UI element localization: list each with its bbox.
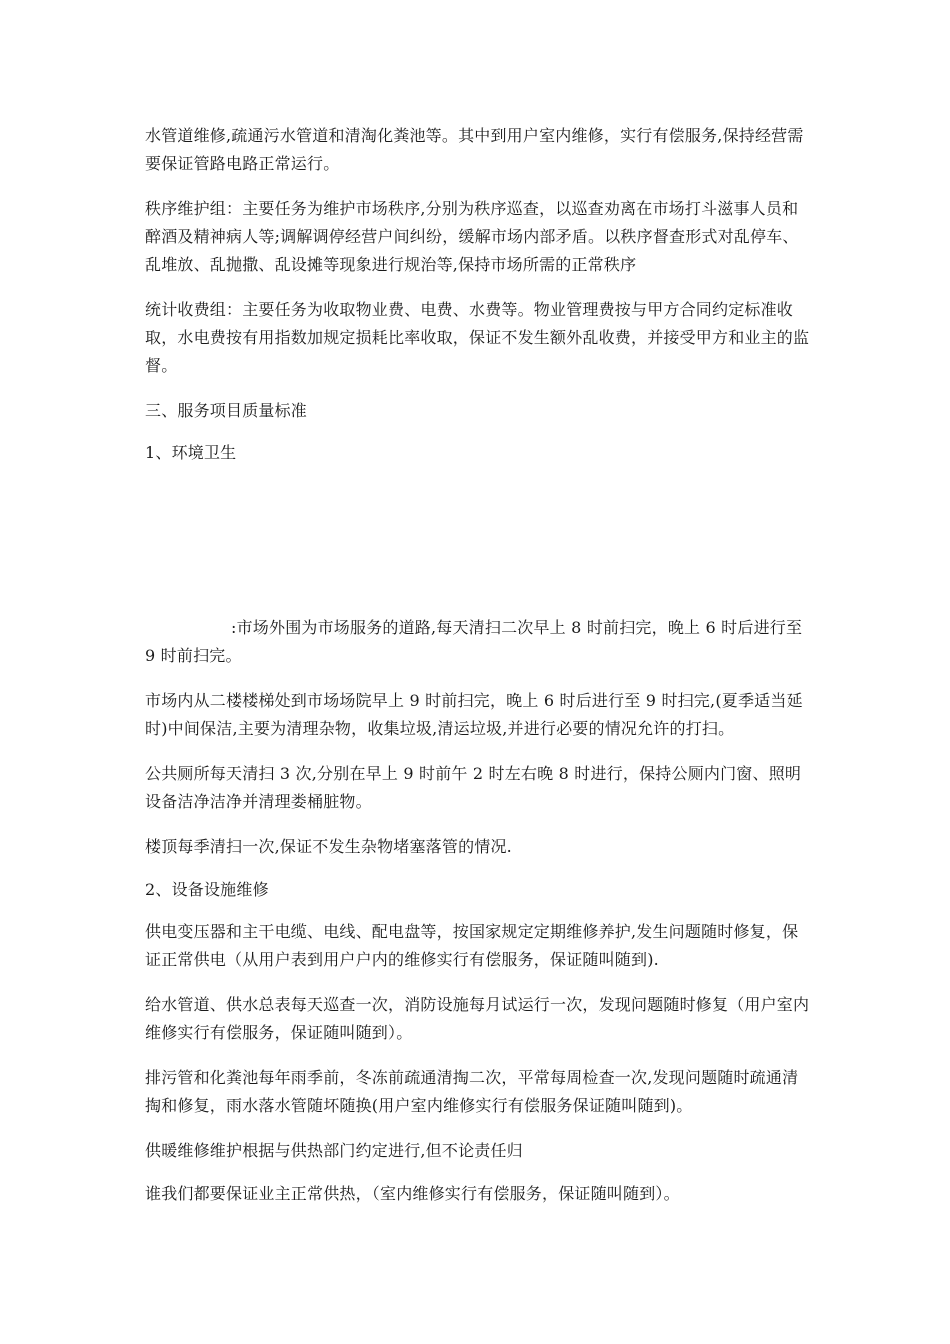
paragraph-outer-road-cleaning: :市场外围为市场服务的道路,每天清扫二次早上 8 时前扫完，晚上 6 时后进行至 9 时前扫完。 — [145, 618, 803, 665]
paragraph-heating-maintenance: 供暖维修维护根据与供热部门约定进行,但不论责任归 — [145, 1141, 523, 1160]
subheading-environment-hygiene: 1、环境卫生 — [145, 443, 237, 462]
paragraph-order-maintenance-team: 秩序维护组：主要任务为维护市场秩序,分别为秩序巡查，以巡查劝离在市场打斗滋事人员和醉酒及精神病人等;调解调停经营户间纠纷，缓解市场内部矛盾。以秩序督查形式对乱停车、乱堆放、乱抛撒、乱设摊等现象进行规治等,保持市场所需的正常秩序 — [145, 199, 799, 274]
subheading-equipment-maintenance: 2、设备设施维修 — [145, 880, 269, 899]
paragraph-market-interior-cleaning: 市场内从二楼楼梯处到市场场院早上 9 时前扫完，晚上 6 时后进行至 9 时扫完,(夏季适当延时)中间保洁,主要为清理杂物，收集垃圾,清运垃圾,并进行必要的情况允许的打扫。 — [145, 691, 803, 738]
paragraph-heating-guarantee: 谁我们都要保证业主正常供热，（室内维修实行有偿服务，保证随叫随到）。 — [145, 1184, 680, 1203]
paragraph-power-supply: 供电变压器和主干电缆、电线、配电盘等，按国家规定定期维修养护,发生问题随时修复，保证正常供电（从用户表到用户户内的维修实行有偿服务，保证随叫随到). — [145, 922, 799, 969]
paragraph-sewage-drainage: 排污管和化粪池每年雨季前，冬冻前疏通清掏二次，平常每周检查一次,发现问题随时疏通清掏和修复，雨水落水管随坏随换(用户室内维修实行有偿服务保证随叫随到)。 — [145, 1068, 799, 1115]
paragraph-billing-team: 统计收费组：主要任务为收取物业费、电费、水费等。物业管理费按与甲方合同约定标准收取，水电费按有用指数加规定损耗比率收取，保证不发生额外乱收费，并接受甲方和业主的监督。 — [145, 300, 810, 375]
paragraph-sewer-maintenance: 水管道维修,疏通污水管道和清淘化粪池等。其中到用户室内维修，实行有偿服务,保持经营需要保证管路电路正常运行。 — [145, 126, 804, 173]
section-heading-quality-standards: 三、服务项目质量标准 — [145, 401, 308, 420]
paragraph-water-supply: 给水管道、供水总表每天巡查一次，消防设施每月试运行一次，发现问题随时修复（用户室内维修实行有偿服务，保证随叫随到）。 — [145, 995, 810, 1042]
paragraph-public-toilet-cleaning: 公共厕所每天清扫 3 次,分别在早上 9 时前午 2 时左右晚 8 时进行，保持公厕内门窗、照明设备洁净洁净并清理娄桶脏物。 — [145, 764, 802, 811]
paragraph-roof-cleaning: 楼顶每季清扫一次,保证不发生杂物堵塞落管的情况. — [145, 837, 512, 856]
